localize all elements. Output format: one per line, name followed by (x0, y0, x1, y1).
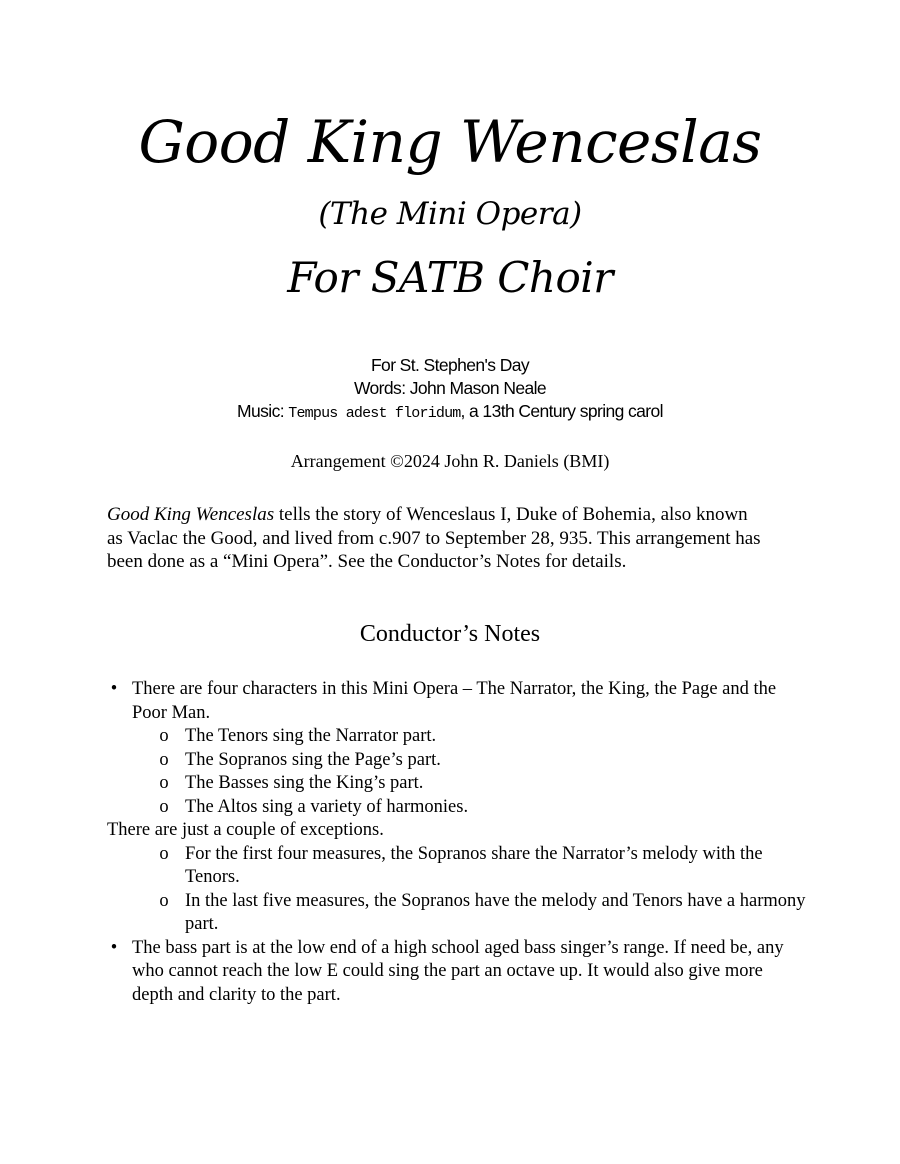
list-item (107, 937, 807, 1008)
sub-list-item-text: The Basses sing the King’s part. (185, 773, 424, 793)
sub-list-item (107, 725, 807, 749)
sub-list-item-text: The Altos sing a variety of harmonies. (185, 796, 469, 817)
list-item (107, 678, 807, 725)
credits-block (0, 354, 900, 425)
circle-bullet-icon: o (159, 773, 169, 793)
sub-list-item (107, 749, 807, 773)
conductors-notes-list (107, 678, 807, 1007)
conductors-notes-heading: Conductor’s Notes (359, 621, 541, 647)
circle-bullet-icon: o (159, 843, 169, 864)
list-item-text: The bass part is at the low end of a high school aged bass singer’s range. If need be, any who cannot reach the low E could sing the part an octave up. It would also give more depth and clarity to the part. (132, 937, 784, 1005)
page-subtitle: (The Mini Opera) (318, 196, 582, 232)
circle-bullet-icon: o (159, 796, 169, 817)
bullet-icon: • (110, 937, 118, 958)
sub-list-item (107, 890, 807, 937)
list-item-text: There are four characters in this Mini Opera – The Narrator, the King, the Page and the Poor Man. (132, 679, 777, 723)
sub-list-item-text: The Tenors sing the Narrator part. (185, 726, 437, 746)
intro-text: tells the story of Wenceslaus I, Duke of Bohemia, also known as Vaclac the Good, and lived from c.907 to September 28, 935. This arrangement has been done as a “Mini Opera”. See the Conductor’s Notes for details. (107, 504, 761, 572)
occasion-line: For St. Stephen's Day (370, 355, 530, 375)
arrangement-copyright: Arrangement ©2024 John R. Daniels (BMI) (290, 451, 610, 471)
sub-list-item (107, 843, 807, 890)
words-line: Words: John Mason Neale (353, 378, 547, 398)
circle-bullet-icon: o (159, 749, 169, 770)
sub-list-item-text: For the first four measures, the Sopranos share the Narrator’s melody with the Tenors. (185, 843, 763, 887)
music-suffix: , a 13th Century spring carol (460, 401, 663, 421)
exceptions-line: There are just a couple of exceptions. (107, 820, 384, 840)
bullet-icon: • (110, 679, 118, 699)
voicing-heading: For SATB Choir (287, 253, 613, 302)
music-label: Music: (237, 401, 285, 421)
tune-name: Tempus adest floridum (288, 405, 461, 422)
sub-list-item-text: The Sopranos sing the Page’s part. (185, 749, 441, 770)
circle-bullet-icon: o (159, 726, 169, 746)
intro-paragraph (107, 503, 767, 574)
music-line (0, 400, 900, 425)
sub-list-item (107, 772, 807, 796)
sub-list-item (107, 796, 807, 820)
intro-italic-title: Good King Wenceslas (107, 504, 275, 525)
page-title: Good King Wenceslas (138, 108, 762, 176)
circle-bullet-icon: o (159, 890, 169, 911)
sub-list-item-text: In the last five measures, the Sopranos have the melody and Tenors have a harmony part. (185, 890, 806, 934)
